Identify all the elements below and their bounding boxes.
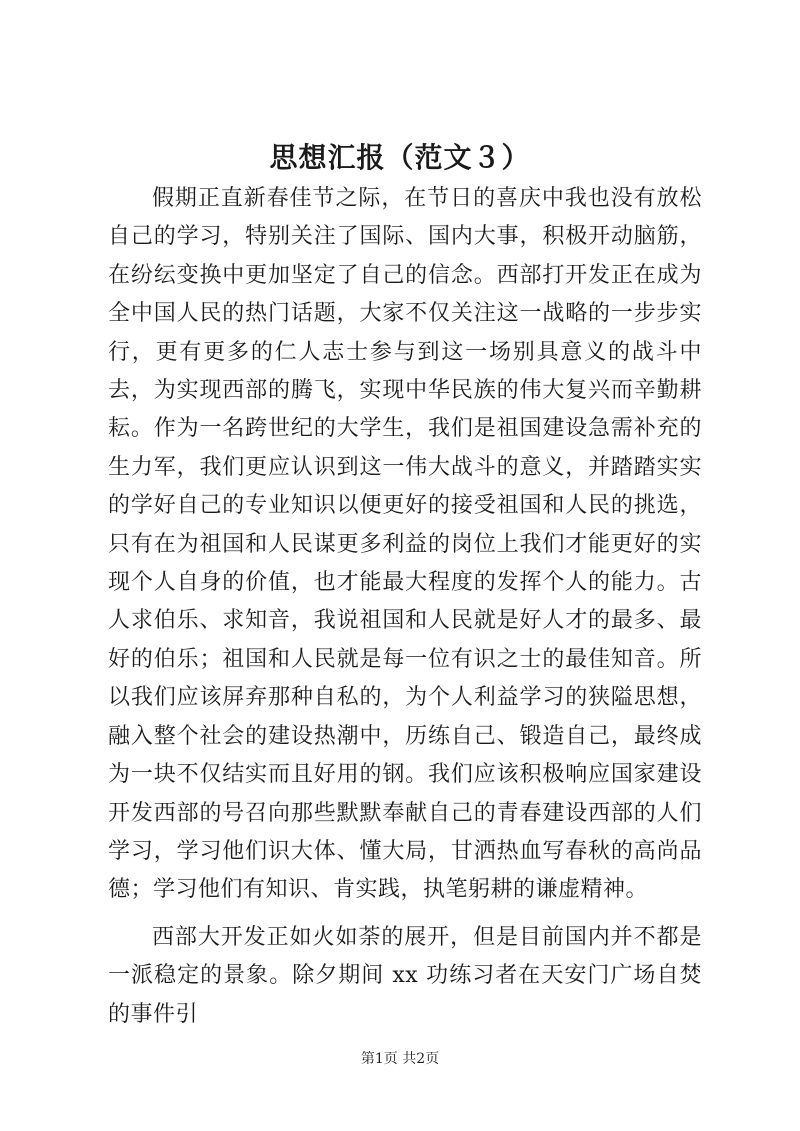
document-body	[108, 180, 702, 1034]
page-footer: 第1页 共2页	[360, 1051, 440, 1067]
paragraph-2: 西部大开发正如火如荼的展开，但是目前国内并不都是一派稳定的景象。除夕期间 xx 功练习者在天安门广场自焚的事件引	[108, 924, 702, 1027]
page-title: 思想汇报（范文３）	[269, 141, 531, 174]
paragraph-1: 假期正直新春佳节之际，在节日的喜庆中我也没有放松自己的学习，特别关注了国际、国内大事，积极开动脑筋，在纷纭变换中更加坚定了自己的信念。西部打开发正在成为全中国人民的热门话题，大家不仅关注这一战略的一步步实行，更有更多的仁人志士参与到这一场别具意义的战斗中去，为实现西部的腾飞，实现中华民族的伟大复兴而辛勤耕耘。作为一名跨世纪的大学生，我们是祖国建设急需补充的生力军，我们更应认识到这一伟大战斗的意义，并踏踏实实的学好自己的专业知识以便更好的接受祖国和人民的挑选，只有在为祖国和人民谋更多利益的岗位上我们才能更好的实现个人自身的价值，也才能最大程度的发挥个人的能力。古人求伯乐、求知音，我说祖国和人民就是好人才的最多、最好的伯乐；祖国和人民就是每一位有识之士的最佳知音。所以我们应该屏弃那种自私的，为个人利益学习的狭隘思想，融入整个社会的建设热潮中，历练自己、锻造自己，最终成为一块不仅结实而且好用的钢。我们应该积极响应国家建设开发西部的号召向那些默默奉献自己的青春建设西部的人们学习，学习他们识大体、懂大局，甘洒热血写春秋的高尚品德；学习他们有知识、肯实践，执笔躬耕的谦虚精神。	[108, 186, 702, 903]
